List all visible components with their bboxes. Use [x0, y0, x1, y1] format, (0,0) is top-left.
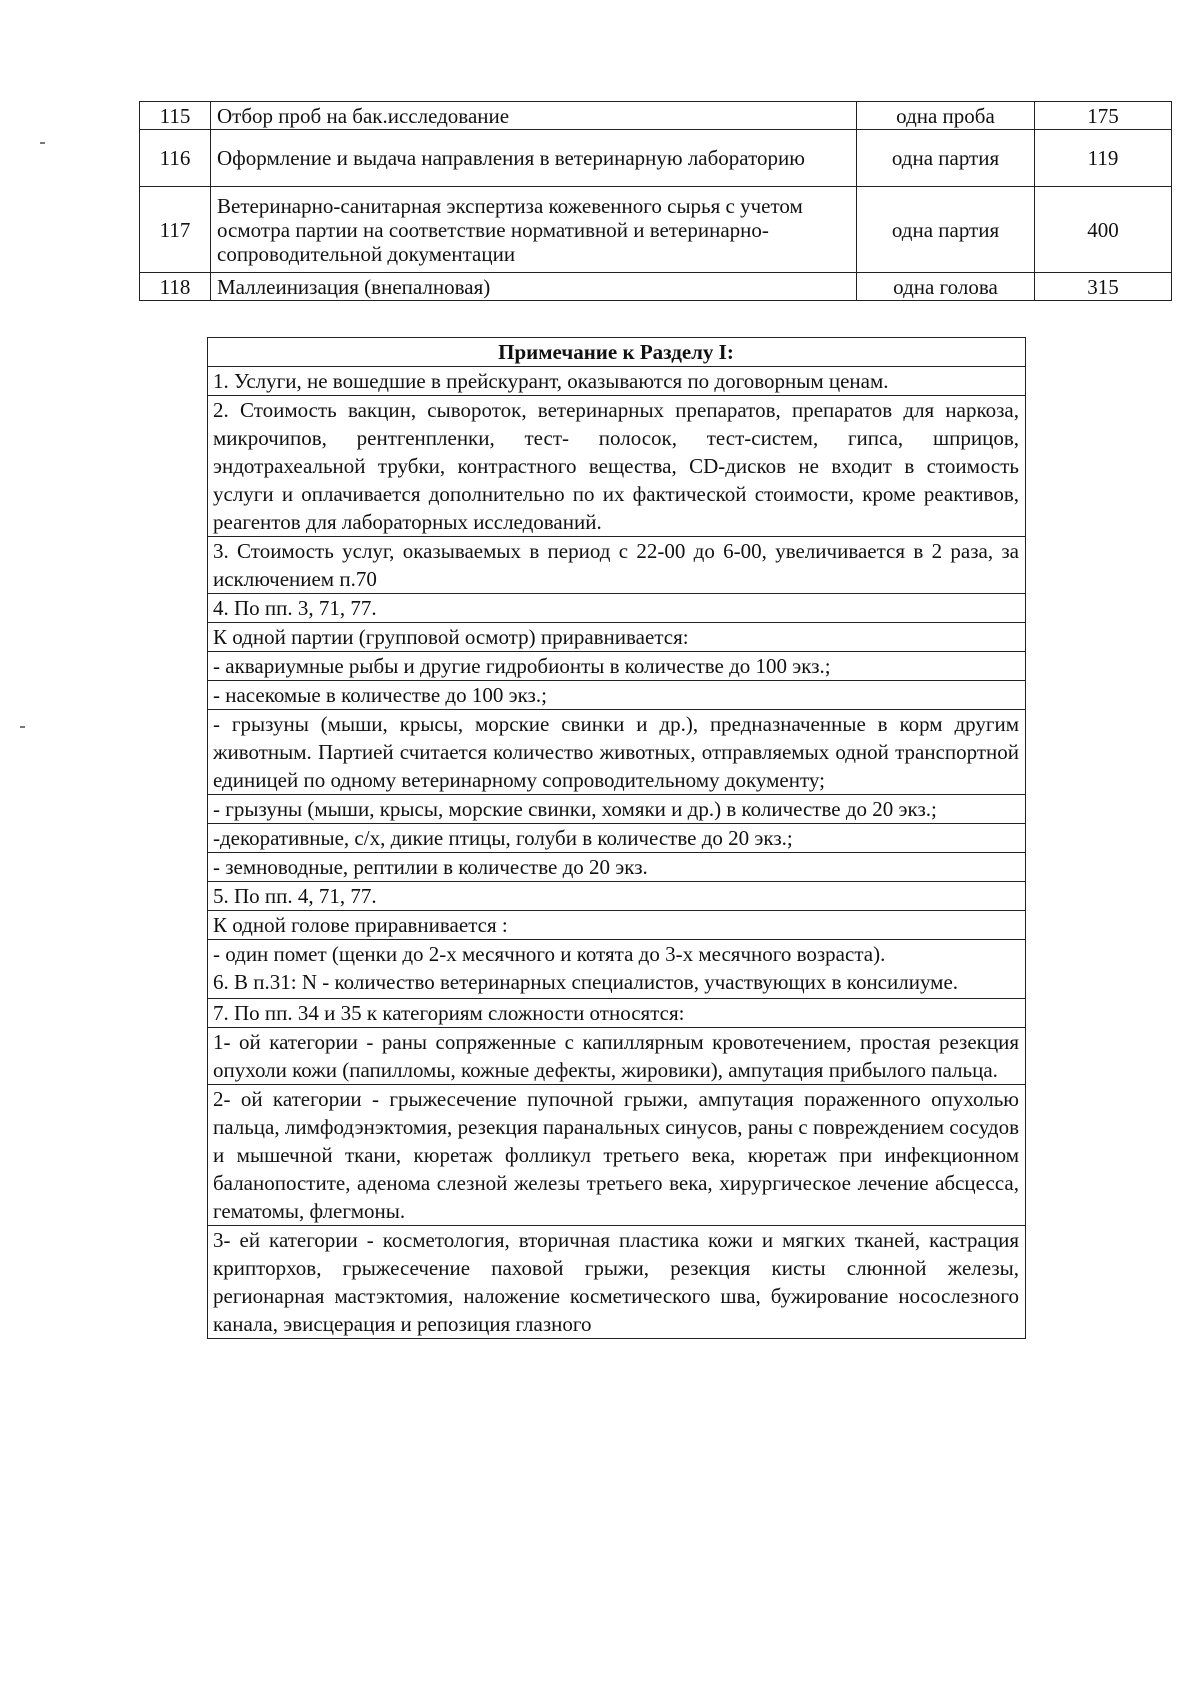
note-row [208, 710, 1026, 795]
note-row [208, 999, 1026, 1028]
note-text: - земноводные, рептилии в количестве до 20 экз. [208, 853, 1026, 882]
service-name: Отбор проб на бак.исследование [211, 102, 857, 130]
note-text: 2. Стоимость вакцин, сывороток, ветеринарных препаратов, препаратов для наркоза, микрочипов, рентгенпленки, тест- полосок, тест-систем, гипса, шприцов, эндотрахеальной трубки, контрастного вещества, CD-дисков не входит в стоимость услуги и оплачивается дополнительно по их фактической стоимости, кроме реактивов, реагентов для лабораторных исследований. [208, 396, 1026, 537]
note-text: - грызуны (мыши, крысы, морские свинки и др.), предназначенные в корм другим животным. Партией считается количество животных, отправляемых одной транспортной единицей по одному ветеринарному сопроводительному документу; [208, 710, 1026, 795]
note-row [208, 594, 1026, 623]
row-number: 117 [140, 187, 211, 273]
note-text: 1- ой категории - раны сопряженные с капиллярным кровотечением, простая резекция опухоли кожи (папилломы, кожные дефекты, жировики), ампутация прибылого пальца. [208, 1028, 1026, 1085]
note-row [208, 681, 1026, 710]
note-line: 6. В п.31: N - количество ветеринарных специалистов, участвующих в консилиуме. [213, 970, 959, 994]
unit-of-measure: одна проба [857, 102, 1035, 130]
note-text: - насекомые в количестве до 100 экз.; [208, 681, 1026, 710]
note-row [208, 911, 1026, 940]
note-text: К одной голове приравнивается : [208, 911, 1026, 940]
row-number: 115 [140, 102, 211, 130]
scan-speck [40, 142, 45, 144]
note-row [208, 853, 1026, 882]
price: 119 [1035, 130, 1172, 187]
row-number: 116 [140, 130, 211, 187]
note-text: 3. Стоимость услуг, оказываемых в период с 22-00 до 6-00, увеличивается в 2 раза, за исключением п.70 [208, 537, 1026, 594]
table-row [140, 273, 1172, 301]
note-row [208, 824, 1026, 853]
notes-title: Примечание к Разделу I: [208, 338, 1026, 367]
price: 175 [1035, 102, 1172, 130]
note-row [208, 1226, 1026, 1339]
table-row [140, 102, 1172, 130]
note-text: 3- ей категории - косметология, вторичная пластика кожи и мягких тканей, кастрация крипторхов, грыжесечение паховой грыжи, резекция кисты слюнной железы, регионарная мастэктомия, наложение косметического шва, бужирование носослезного канала, эвисцерация и репозиция глазного [208, 1226, 1026, 1339]
note-text: К одной партии (групповой осмотр) приравнивается: [208, 623, 1026, 652]
unit-of-measure: одна партия [857, 130, 1035, 187]
note-row [208, 882, 1026, 911]
note-text: 1. Услуги, не вошедшие в прейскурант, оказываются по договорным ценам. [208, 367, 1026, 396]
note-line: - один помет (щенки до 2-х месячного и котята до 3-х месячного возраста). [213, 942, 886, 966]
note-text: 7. По пп. 34 и 35 к категориям сложности относятся: [208, 999, 1026, 1028]
table-row [140, 187, 1172, 273]
note-row [208, 623, 1026, 652]
unit-of-measure: одна голова [857, 273, 1035, 301]
note-row [208, 396, 1026, 537]
note-row [208, 940, 1026, 999]
service-name: Ветеринарно-санитарная экспертиза кожевенного сырья с учетом осмотра партии на соответствие нормативной и ветеринарно-сопроводительной документации [211, 187, 857, 273]
notes-table [207, 337, 1026, 1339]
price-table [139, 101, 1172, 301]
price: 400 [1035, 187, 1172, 273]
note-row [208, 537, 1026, 594]
note-row [208, 1028, 1026, 1085]
scan-speck [20, 726, 25, 728]
note-text [208, 940, 1026, 999]
note-row [208, 652, 1026, 681]
unit-of-measure: одна партия [857, 187, 1035, 273]
note-row [208, 367, 1026, 396]
note-text: - аквариумные рыбы и другие гидробионты в количестве до 100 экз.; [208, 652, 1026, 681]
row-number: 118 [140, 273, 211, 301]
note-text: - грызуны (мыши, крысы, морские свинки, хомяки и др.) в количестве до 20 экз.; [208, 795, 1026, 824]
service-name: Маллеинизация (внепалновая) [211, 273, 857, 301]
service-name: Оформление и выдача направления в ветеринарную лабораторию [211, 130, 857, 187]
note-text: -декоративные, с/х, дикие птицы, голуби в количестве до 20 экз.; [208, 824, 1026, 853]
note-text: 4. По пп. 3, 71, 77. [208, 594, 1026, 623]
note-text: 5. По пп. 4, 71, 77. [208, 882, 1026, 911]
note-row [208, 795, 1026, 824]
price: 315 [1035, 273, 1172, 301]
table-row [140, 130, 1172, 187]
notes-header-row [208, 338, 1026, 367]
note-row [208, 1085, 1026, 1226]
note-text: 2- ой категории - грыжесечение пупочной грыжи, ампутация пораженного опухолью пальца, лимфодэнэктомия, резекция паранальных синусов, раны с повреждением сосудов и мышечной ткани, кюретаж фолликул третьего века, кюретаж при инфекционном баланопостите, аденома слезной железы третьего века, хирургическое лечение абсцесса, гематомы, флегмоны. [208, 1085, 1026, 1226]
